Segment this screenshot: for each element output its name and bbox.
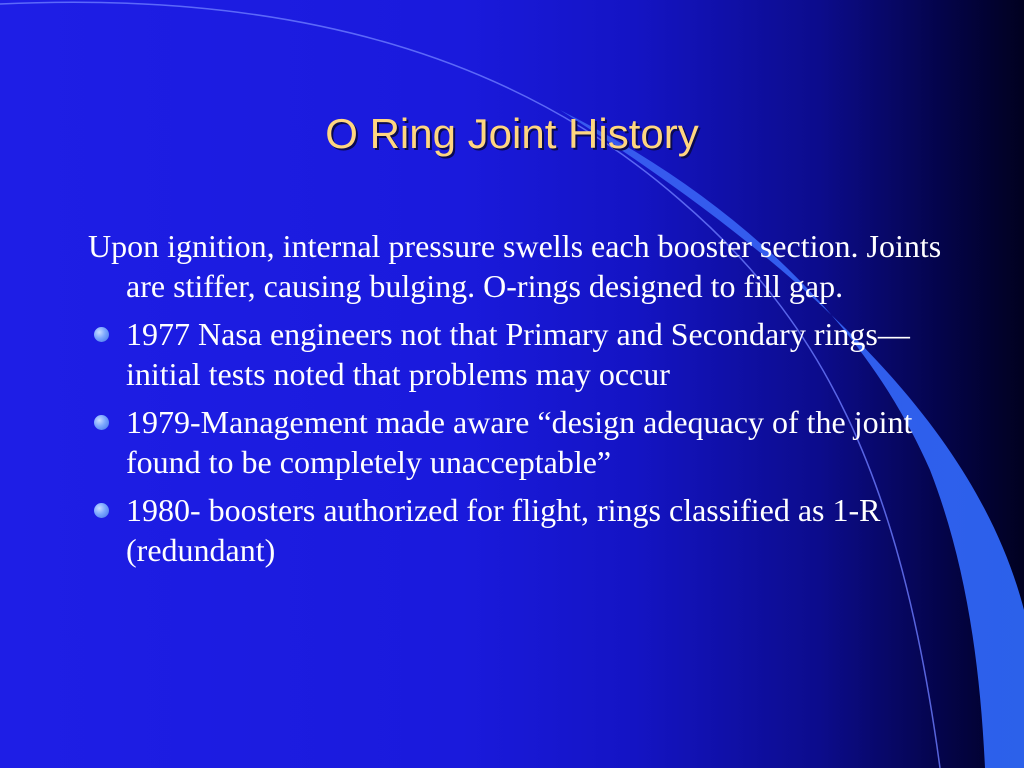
circle-bullet-icon — [94, 503, 109, 518]
bullet-item — [88, 490, 978, 570]
slide-body — [88, 226, 978, 578]
circle-bullet-icon — [94, 415, 109, 430]
bullet-item-text: 1980- boosters authorized for flight, rings classified as 1-R (redundant) — [126, 492, 881, 568]
bullet-item-text: 1979-Management made aware “design adequacy of the joint found to be completely unacceptable” — [126, 404, 913, 480]
bullet-item — [88, 402, 978, 482]
bullet-item — [88, 314, 978, 394]
circle-bullet-icon — [94, 327, 109, 342]
slide-title: O Ring Joint History — [325, 110, 699, 157]
bullet-item-text: 1977 Nasa engineers not that Primary and Secondary rings—initial tests noted that problems may occur — [126, 316, 910, 392]
body-paragraph-text: Upon ignition, internal pressure swells each booster section. Joints are stiffer, causing bulging. O-rings designed to fill gap. — [88, 228, 942, 304]
body-paragraph — [88, 226, 978, 306]
